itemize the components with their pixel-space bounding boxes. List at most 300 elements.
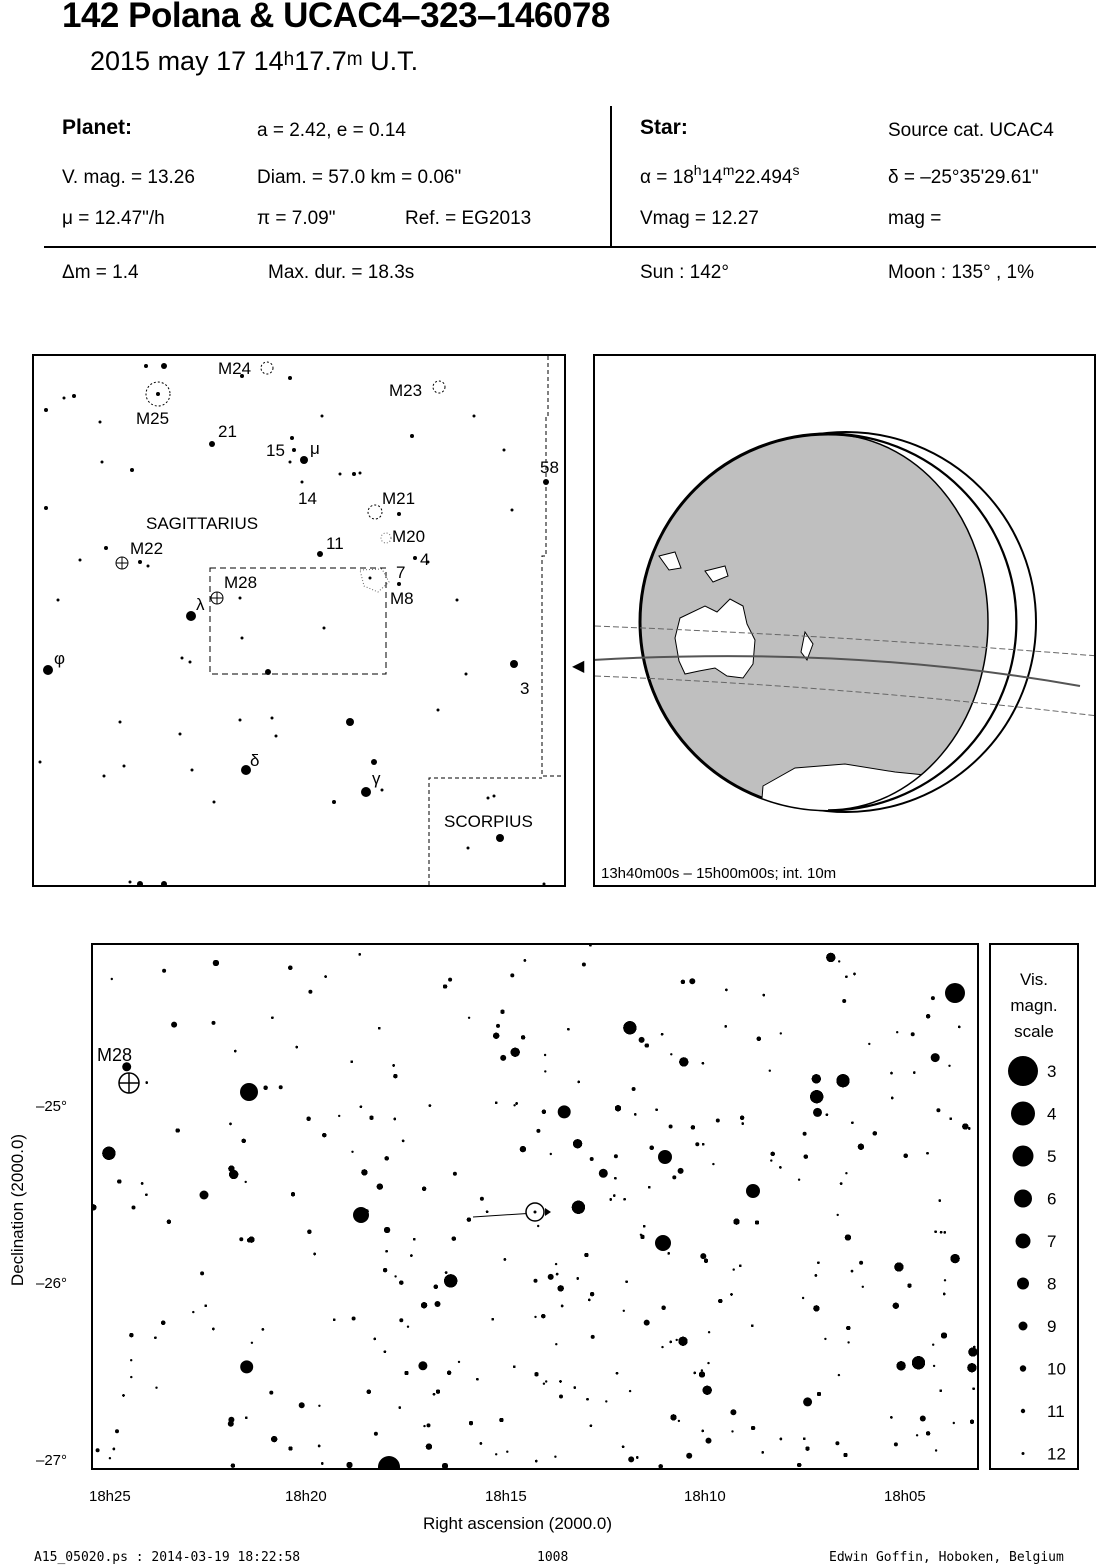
finder-label: 21	[218, 422, 237, 441]
field-star	[779, 1166, 781, 1168]
field-star	[264, 1086, 268, 1090]
field-star	[694, 1372, 696, 1374]
field-star	[712, 1163, 714, 1165]
finder-star	[292, 448, 296, 452]
field-star	[798, 1179, 800, 1181]
field-star	[360, 1106, 362, 1108]
field-star	[826, 953, 835, 962]
finder-star	[503, 449, 506, 452]
field-star	[161, 1321, 165, 1325]
field-star	[436, 1390, 440, 1394]
field-star	[405, 1371, 409, 1375]
field-star	[628, 1456, 634, 1462]
field-star	[535, 1460, 537, 1462]
field-star	[845, 1172, 847, 1174]
field-star	[817, 1392, 821, 1396]
field-star	[707, 1362, 709, 1364]
finder-label: λ	[196, 595, 205, 614]
finder-star	[321, 415, 324, 418]
legend-magnitude: 9	[1047, 1317, 1057, 1336]
field-star	[321, 1462, 323, 1464]
field-star	[423, 1425, 425, 1427]
field-star	[245, 1181, 247, 1183]
field-star	[500, 1055, 506, 1061]
planet-reference: Ref. = EG2013	[405, 208, 532, 229]
sagittarius-label: SAGITTARIUS	[146, 514, 259, 533]
field-star	[815, 1274, 817, 1276]
finder-star	[79, 559, 82, 562]
field-star	[399, 1406, 401, 1408]
field-star	[113, 1448, 115, 1450]
finder-star	[346, 718, 354, 726]
field-star	[893, 1303, 899, 1309]
field-star	[511, 1048, 520, 1057]
finder-star	[265, 669, 271, 675]
field-star	[890, 1072, 892, 1074]
finder-star	[543, 883, 546, 886]
planet-diameter: Diam. = 57.0 km = 0.06"	[257, 167, 462, 188]
field-star	[613, 1194, 615, 1196]
field-star	[434, 1285, 438, 1289]
finder-star	[397, 582, 401, 586]
field-star	[393, 1074, 397, 1078]
y-tick-27: –27°	[36, 1452, 68, 1469]
field-star	[926, 1152, 928, 1154]
field-star	[141, 1182, 143, 1184]
field-star	[941, 1333, 947, 1339]
field-star	[239, 1237, 243, 1241]
legend-dot	[1016, 1234, 1031, 1249]
bright-field-star	[655, 1235, 671, 1251]
field-star	[269, 1391, 273, 1395]
finder-star	[371, 759, 377, 765]
field-star	[968, 1127, 970, 1129]
field-star	[751, 1426, 755, 1430]
finder-star	[103, 775, 106, 778]
field-star	[762, 1451, 764, 1453]
legend-magnitude: 8	[1047, 1274, 1057, 1294]
star-vmag: Vmag = 12.27	[640, 208, 759, 229]
constellation-boundary	[542, 356, 564, 776]
field-star	[636, 1456, 638, 1458]
bright-field-star	[746, 1184, 760, 1198]
field-star	[702, 1062, 704, 1064]
finder-labels	[54, 359, 559, 831]
field-star	[939, 1199, 941, 1201]
finder-star	[332, 800, 336, 804]
field-star	[129, 1333, 133, 1337]
x-tick-1825: 18h25	[89, 1488, 131, 1505]
scorpius-boundary	[429, 778, 542, 885]
field-star	[374, 1338, 376, 1340]
field-star	[399, 1318, 403, 1322]
finder-label: 11	[326, 534, 344, 553]
finder-label: 7	[396, 563, 406, 582]
m20-nebula	[381, 533, 391, 543]
finder-star	[437, 709, 440, 712]
field-star	[429, 1104, 431, 1106]
finder-star	[213, 801, 216, 804]
field-star	[739, 1265, 741, 1267]
finder-star	[101, 461, 104, 464]
finder-star	[189, 661, 192, 664]
field-star	[803, 1438, 805, 1440]
field-star	[245, 1417, 247, 1419]
field-star	[145, 1194, 147, 1196]
field-star	[427, 1423, 431, 1427]
field-star	[418, 1361, 427, 1370]
field-star	[639, 1037, 645, 1043]
field-star	[655, 1109, 657, 1111]
field-star	[671, 1414, 677, 1420]
x-tick-1820: 18h20	[285, 1488, 327, 1505]
x-tick-1805: 18h05	[884, 1488, 926, 1505]
field-star	[936, 1108, 940, 1112]
field-star	[853, 973, 855, 975]
m28-field-label: M28	[97, 1045, 133, 1065]
bright-field-star	[945, 983, 965, 1003]
bright-field-star	[378, 1456, 400, 1468]
field-star	[771, 1152, 775, 1156]
finder-star	[144, 364, 148, 368]
field-star	[689, 978, 695, 984]
finder-label: M20	[392, 527, 426, 546]
field-star	[513, 1104, 515, 1106]
field-star	[725, 989, 727, 991]
field-star	[513, 1366, 515, 1368]
finder-label: μ	[310, 439, 320, 458]
legend-dot	[1013, 1146, 1034, 1167]
finder-star	[63, 397, 66, 400]
field-star	[435, 1301, 441, 1307]
finder-star	[493, 795, 496, 798]
finder-star	[44, 408, 48, 412]
finder-star	[487, 797, 490, 800]
field-star	[699, 1372, 705, 1378]
field-star	[951, 1254, 960, 1263]
field-star	[240, 1360, 253, 1373]
field-star	[200, 1191, 209, 1200]
field-star	[248, 1237, 254, 1243]
legend-magnitude: 11	[1047, 1402, 1065, 1421]
field-star	[555, 1263, 557, 1265]
field-star	[873, 1131, 877, 1135]
finder-star	[161, 363, 167, 369]
finder-label: M21	[382, 489, 416, 508]
star-heading: Star:	[640, 116, 688, 139]
legend-magnitude: 5	[1047, 1147, 1057, 1166]
field-star	[515, 1102, 517, 1104]
field-star	[212, 1021, 216, 1025]
event-datetime: 2015 may 17 14$^h$17.7$^m$ U.T.	[90, 46, 419, 76]
field-star	[367, 1390, 371, 1394]
field-star	[948, 1065, 950, 1067]
field-star	[200, 1271, 204, 1275]
field-star	[912, 1356, 925, 1369]
x-tick-1810: 18h10	[684, 1488, 726, 1505]
finder-star	[181, 657, 184, 660]
field-star	[845, 976, 847, 978]
field-star	[558, 1285, 564, 1291]
field-star	[492, 1318, 494, 1320]
field-star	[558, 1105, 571, 1118]
field-star	[231, 1464, 235, 1468]
y-tick-25: –25°	[36, 1098, 68, 1115]
star-mag: mag =	[888, 208, 942, 229]
field-star	[130, 1376, 132, 1378]
finder-star	[241, 637, 244, 640]
field-star	[308, 990, 312, 994]
field-star	[506, 1451, 508, 1453]
legend-dot	[1019, 1322, 1028, 1331]
field-star	[934, 1231, 936, 1233]
field-star	[307, 1117, 311, 1121]
field-star	[242, 1139, 246, 1143]
legend-dot	[1014, 1190, 1032, 1208]
moon-elongation: Moon : 135° , 1%	[888, 262, 1034, 283]
finder-star	[369, 577, 372, 580]
field-star	[347, 1462, 353, 1468]
field-star	[504, 1258, 506, 1260]
finder-star	[239, 597, 242, 600]
field-star	[122, 1394, 124, 1396]
field-star	[615, 1105, 621, 1111]
field-star	[421, 1302, 427, 1308]
finder-label: M24	[218, 359, 252, 378]
field-star	[920, 1416, 926, 1422]
finder-label: 3	[520, 679, 530, 698]
field-star	[385, 1156, 389, 1160]
field-star	[672, 1175, 676, 1179]
field-star	[868, 1043, 870, 1045]
field-star	[192, 1311, 194, 1313]
field-star	[731, 1430, 733, 1432]
field-star	[824, 1338, 826, 1340]
finder-star	[352, 472, 356, 476]
field-star	[623, 1021, 636, 1034]
field-star	[757, 1037, 761, 1041]
field-star	[176, 1129, 180, 1133]
field-star	[251, 1342, 253, 1344]
y-axis-label: Declination (2000.0)	[8, 1133, 27, 1287]
field-star	[559, 1380, 561, 1382]
field-star	[510, 973, 514, 977]
field-star	[703, 1386, 712, 1395]
field-star	[797, 1463, 801, 1467]
finder-star	[137, 881, 143, 885]
field-star	[567, 1028, 569, 1030]
finder-star	[361, 787, 371, 797]
field-star	[734, 1219, 740, 1225]
field-star	[467, 1218, 471, 1222]
finder-star	[300, 456, 308, 464]
field-star	[93, 1204, 96, 1210]
field-star	[894, 1263, 903, 1272]
field-star	[520, 1146, 526, 1152]
field-star	[730, 1293, 732, 1295]
sun-elongation: Sun : 142°	[640, 262, 729, 283]
finder-star	[275, 735, 278, 738]
field-star	[840, 1182, 842, 1184]
finder-star	[271, 717, 274, 720]
field-star	[496, 1024, 500, 1028]
finder-star	[381, 789, 384, 792]
field-star	[383, 1268, 387, 1272]
field-star	[643, 1225, 645, 1227]
field-star	[780, 1438, 782, 1440]
field-star	[377, 1184, 383, 1190]
field-star	[702, 1430, 704, 1432]
field-star	[554, 1456, 556, 1458]
field-star	[359, 953, 361, 955]
field-star	[117, 1180, 121, 1184]
field-star	[279, 1085, 283, 1089]
planet-heading: Planet:	[62, 116, 133, 139]
finder-label: M22	[130, 539, 164, 558]
field-star	[146, 1081, 148, 1083]
field-star	[589, 945, 591, 946]
finder-label: γ	[372, 769, 381, 788]
finder-star	[473, 415, 476, 418]
field-star	[407, 1326, 409, 1328]
finder-star	[57, 599, 60, 602]
field-star	[385, 1250, 387, 1252]
finder-star	[44, 506, 48, 510]
field-star	[572, 1201, 585, 1214]
finder-star	[465, 673, 468, 676]
field-star	[803, 1397, 812, 1406]
field-star	[322, 1133, 326, 1137]
field-star	[943, 1293, 945, 1295]
finder-star	[496, 834, 504, 842]
finder-label: 14	[298, 489, 317, 508]
finder-star	[72, 394, 76, 398]
field-star	[476, 1378, 478, 1380]
x-tick-1815: 18h15	[485, 1488, 527, 1505]
field-star	[374, 1432, 378, 1436]
field-star	[634, 1113, 636, 1115]
field-star	[537, 1225, 539, 1227]
field-star	[733, 1268, 735, 1270]
field-star	[313, 1253, 315, 1255]
field-star	[410, 1254, 412, 1256]
field-star	[573, 1139, 582, 1148]
field-star	[535, 1372, 539, 1376]
field-star	[556, 1273, 558, 1275]
field-star	[384, 1351, 386, 1353]
field-star	[370, 1116, 374, 1120]
field-star	[610, 1198, 612, 1200]
field-star	[555, 1343, 557, 1345]
field-star	[837, 1214, 839, 1216]
x-axis-label: Right ascension (2000.0)	[423, 1514, 613, 1533]
field-star	[574, 1386, 576, 1388]
finder-star	[410, 434, 414, 438]
field-star	[544, 1054, 546, 1056]
field-star	[730, 1409, 736, 1415]
field-star	[812, 1074, 821, 1083]
field-star	[445, 1271, 447, 1273]
legend-dot	[1022, 1452, 1025, 1455]
finder-star	[147, 565, 150, 568]
field-star	[817, 1262, 819, 1264]
field-star	[469, 1421, 473, 1425]
field-star	[534, 1316, 536, 1318]
legend-magnitude: 4	[1047, 1104, 1057, 1124]
field-star	[846, 1326, 850, 1330]
field-star	[171, 1022, 177, 1028]
field-star	[629, 1390, 631, 1392]
page-title: 142 Polana & UCAC4–323–146078	[62, 0, 610, 35]
field-star	[679, 1337, 688, 1346]
field-star	[950, 1118, 952, 1120]
finder-star	[289, 461, 292, 464]
field-star	[442, 1463, 448, 1468]
field-star	[763, 994, 765, 996]
field-star	[968, 1348, 977, 1357]
field-star	[891, 1097, 893, 1099]
finder-label: φ	[54, 649, 66, 668]
header-divider-vertical	[610, 106, 612, 247]
finder-star	[191, 769, 194, 772]
field-star	[458, 1361, 460, 1363]
field-star	[973, 1346, 975, 1348]
field-star	[780, 1032, 782, 1034]
field-star	[931, 996, 935, 1000]
field-star	[770, 1159, 772, 1161]
field-star	[678, 1168, 684, 1174]
field-star	[838, 960, 840, 962]
field-star	[844, 1453, 848, 1457]
field-star	[590, 1292, 594, 1296]
field-star	[896, 1031, 898, 1033]
field-star	[659, 1464, 663, 1468]
star-field-chart	[91, 943, 979, 1470]
field-star	[623, 1310, 625, 1312]
finder-star	[510, 660, 518, 668]
field-star	[679, 1057, 688, 1066]
field-star	[625, 1281, 627, 1283]
field-star	[599, 1169, 608, 1178]
field-star	[810, 1090, 823, 1103]
field-star	[271, 1436, 277, 1442]
field-star	[351, 1061, 353, 1063]
field-star	[668, 1252, 670, 1254]
field-star	[448, 978, 452, 982]
field-star	[205, 1305, 207, 1307]
field-star	[940, 1390, 942, 1392]
legend-magnitude: 6	[1047, 1189, 1057, 1209]
legend-magnitude: 12	[1047, 1444, 1066, 1464]
field-star	[480, 1442, 482, 1444]
planet-orbit: a = 2.42, e = 0.14	[257, 120, 406, 141]
field-star	[894, 1442, 898, 1446]
field-star	[670, 1053, 672, 1055]
field-star	[443, 985, 447, 989]
field-star	[289, 1447, 293, 1451]
field-star	[932, 1344, 934, 1346]
field-star	[96, 1448, 100, 1452]
finder-star	[467, 847, 470, 850]
finder-star	[359, 472, 362, 475]
field-star	[318, 1445, 320, 1447]
star-declination: δ = –25°35'29.61"	[888, 167, 1039, 188]
field-star	[686, 1453, 692, 1459]
field-star	[718, 1299, 722, 1303]
field-star	[669, 1125, 673, 1129]
legend-dot	[1021, 1409, 1025, 1413]
field-star	[288, 966, 292, 970]
